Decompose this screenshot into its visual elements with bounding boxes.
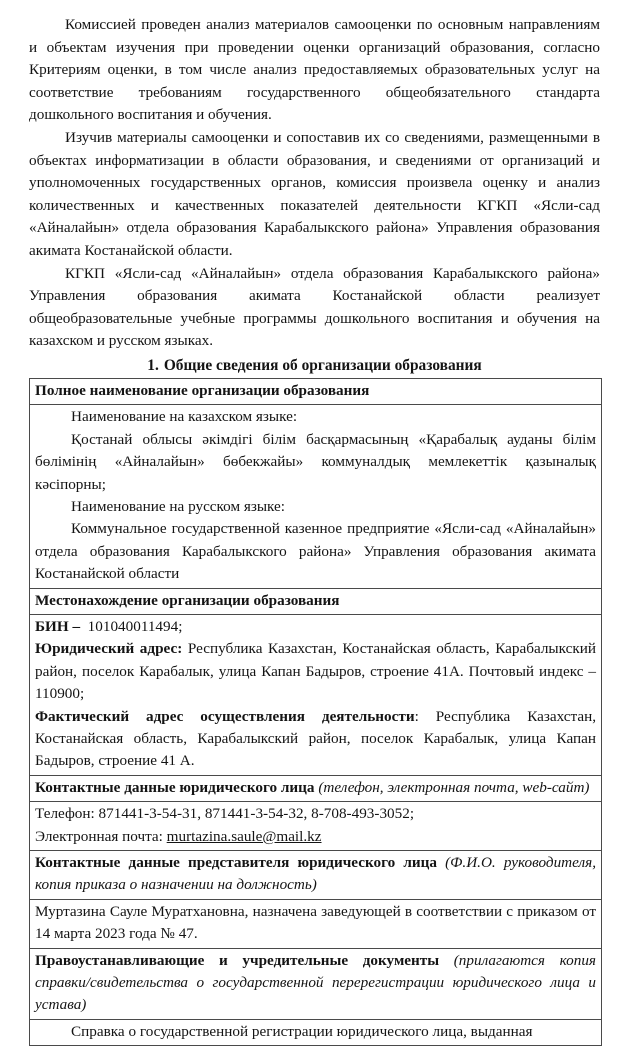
table-row <box>30 802 602 851</box>
email-line <box>35 826 596 848</box>
legal-address-label: Юридический адрес: <box>35 640 183 658</box>
founding-documents-label-italic: (прилагаются копия справки/свидетельства о государственной перерегистрации юридического лица и устава) <box>35 951 596 1014</box>
founding-documents-label-bold: Правоустанавливающие и учредительные документы <box>35 951 454 969</box>
phone-label: Телефон: <box>35 805 99 823</box>
russian-name-label: Наименование на русском языке: <box>71 497 286 515</box>
table-row <box>30 588 602 614</box>
row-value-representative: Муртазина Сауле Муратхановна, назначена заведующей в соответствии с приказом от 14 марта 2023 года № 47. <box>30 899 602 948</box>
legal-address-value: Республика Казахстан, Костанайская область, Карабалыкский район, поселок Карабалык, улица Капан Бадыров, строение 41А. Почтовый индекс – 110900; <box>35 640 596 703</box>
representative-label-italic: (Ф.И.О. руководителя, копия приказа о назначении на должность) <box>35 854 596 894</box>
phone-line <box>35 803 596 825</box>
bin-value: 101040011494; <box>87 617 183 635</box>
row-value-location <box>30 614 602 775</box>
row-value-full-name <box>30 405 602 588</box>
kazakh-name-label: Наименование на казахском языке: <box>71 408 298 426</box>
table-row <box>30 1019 602 1045</box>
table-row <box>30 899 602 948</box>
bin-line <box>35 616 596 638</box>
actual-address-label: Фактический адрес осуществления деятельности <box>35 707 415 725</box>
row-label-location: Местонахождение организации образования <box>30 588 602 614</box>
table-row <box>30 775 602 801</box>
row-label-representative-contacts <box>30 851 602 900</box>
legal-contacts-label-italic: (телефон, электронная почта, web-сайт) <box>318 778 590 796</box>
organization-info-table <box>29 378 602 1046</box>
kazakh-name-value: Қостанай облысы әкімдігі білім басқармасының «Қарабалық ауданы білім бөлімінің «Айналайын» бөбекжайы» коммуналдық мемлекеттік қазыналық кәсіпорны; <box>35 430 596 493</box>
representative-label-bold: Контактные данные представителя юридического лица <box>35 854 446 872</box>
section-title: Общие сведения об организации образования <box>163 356 482 374</box>
table-row <box>30 851 602 900</box>
intro-paragraph-2: Изучив материалы самооценки и сопоставив их со сведениями, размещенными в объектах информатизации в области образования, и сведениями от организаций и уполномоченных государственных органов, комиссия произвела оценку и анализ количественных и качественных показателей деятельности КГКП «Ясли-сад «Айналайын» отдела образования Карабалыкского района» Управления образования акимата Костанайской области. <box>29 128 600 259</box>
email-value[interactable]: murtazina.saule@mail.kz <box>166 827 322 845</box>
section-heading <box>29 355 600 377</box>
table-row <box>30 948 602 1019</box>
actual-address-value: : Республика Казахстан, Костанайская область, Карабалыкский район, поселок Карабалык, улица Капан Бадыров, строение 41 А. <box>35 707 596 770</box>
russian-name-value: Коммунальное государственной казенное предприятие «Ясли-сад «Айналайын» отдела образования Карабалыкского района» Управления образования акимата Костанайской области <box>35 520 596 583</box>
bin-label: БИН – <box>35 617 81 635</box>
intro-paragraph-1: Комиссией проведен анализ материалов самооценки по основным направлениям и объектам изучения при проведении оценки организаций образования, согласно Критериям оценки, в том числе анализ предоставляемых образовательных услуг на соответствие требованиям государственного общеобязательного стандарта дошкольного воспитания и обучения. <box>29 16 600 124</box>
actual-address-line <box>35 706 596 773</box>
intro-paragraph-3: КГКП «Ясли-сад «Айналайын» отдела образования Карабалыкского района» Управления образования акимата Костанайской области реализует общеобразовательные учебные программы дошкольного воспитания и обучения на казахском и русском языках. <box>29 264 600 350</box>
row-label-full-name: Полное наименование организации образования <box>30 378 602 404</box>
table-row <box>30 405 602 588</box>
row-label-legal-contacts <box>30 775 602 801</box>
legal-contacts-label-bold: Контактные данные юридического лица <box>35 778 319 796</box>
legal-address-line <box>35 638 596 705</box>
email-label: Электронная почта: <box>35 827 167 845</box>
section-number: 1. <box>147 356 159 374</box>
phone-value: 871441-3-54-31, 871441-3-54-32, 8-708-493-3052; <box>98 805 415 823</box>
row-value-founding-documents: Справка о государственной регистрации юридического лица, выданная <box>30 1019 602 1045</box>
row-value-legal-contacts <box>30 802 602 851</box>
table-row <box>30 378 602 404</box>
table-row <box>30 614 602 775</box>
row-label-founding-documents <box>30 948 602 1019</box>
